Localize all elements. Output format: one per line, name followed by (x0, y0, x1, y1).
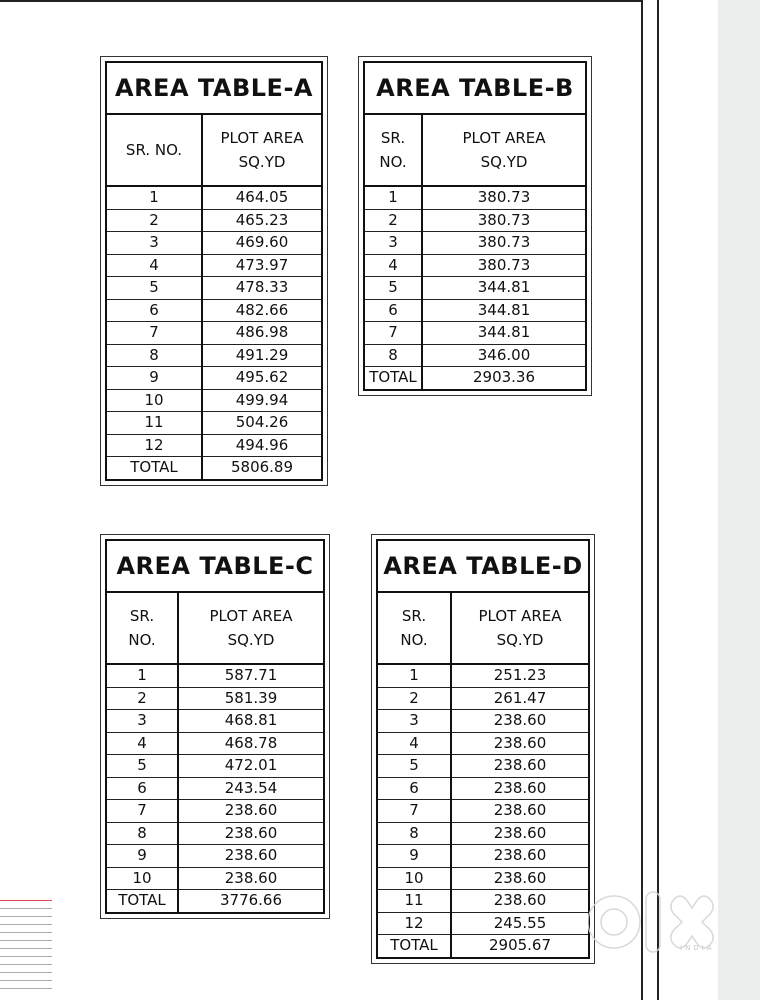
table-body (106, 664, 324, 913)
sr-no-cell: 4 (106, 732, 178, 755)
sr-no-cell: 4 (364, 254, 422, 277)
sr-no-cell: 4 (106, 254, 202, 277)
table-row (106, 800, 324, 823)
table-row (364, 299, 586, 322)
plot-area-cell: 238.60 (451, 800, 589, 823)
total-value: 2903.36 (422, 367, 586, 390)
header-text: SR. (401, 607, 427, 625)
plot-area-cell: 238.60 (178, 845, 324, 868)
table-title: AREA TABLE-A (106, 62, 322, 114)
sr-no-cell: 2 (364, 209, 422, 232)
plot-area-cell: 465.23 (202, 209, 322, 232)
table-row (106, 322, 322, 345)
column-header-area (451, 592, 589, 664)
hatch-line (0, 908, 52, 909)
plot-area-cell: 251.23 (451, 664, 589, 687)
sr-no-cell: 4 (377, 732, 451, 755)
hatch-line (0, 964, 52, 965)
total-value: 5806.89 (202, 457, 322, 480)
total-label: TOTAL (106, 457, 202, 480)
sr-no-cell: 7 (106, 800, 178, 823)
header-text: SQ.YD (480, 153, 528, 171)
table-row (106, 777, 324, 800)
hatch-line (0, 940, 52, 941)
sr-no-cell: 8 (106, 822, 178, 845)
header-text: NO. (379, 153, 407, 171)
sr-no-cell: 10 (106, 867, 178, 890)
area-table-d (371, 534, 595, 964)
total-row (106, 457, 322, 480)
plot-area-cell: 238.60 (451, 867, 589, 890)
plot-area-cell: 344.81 (422, 299, 586, 322)
plot-area-cell: 380.73 (422, 254, 586, 277)
header-text: PLOT AREA (209, 607, 293, 625)
plot-area-cell: 346.00 (422, 344, 586, 367)
table-row (377, 710, 589, 733)
total-row (377, 935, 589, 958)
sr-no-cell: 3 (106, 232, 202, 255)
table-row (377, 912, 589, 935)
table-row (377, 890, 589, 913)
table-row (106, 209, 322, 232)
plot-area-cell: 495.62 (202, 367, 322, 390)
table-row (106, 755, 324, 778)
table-title: AREA TABLE-B (364, 62, 586, 114)
header-text: SR. (129, 607, 155, 625)
plot-area-cell: 504.26 (202, 412, 322, 435)
sr-no-cell: 3 (377, 710, 451, 733)
table-row (106, 412, 322, 435)
hatch-line (0, 972, 52, 973)
plot-area-cell: 581.39 (178, 687, 324, 710)
plot-area-cell: 380.73 (422, 232, 586, 255)
sr-no-cell: 7 (364, 322, 422, 345)
table-row (106, 664, 324, 687)
sr-no-cell: 10 (377, 867, 451, 890)
plot-area-cell: 472.01 (178, 755, 324, 778)
plot-area-cell: 499.94 (202, 389, 322, 412)
table-row (364, 322, 586, 345)
sr-no-cell: 2 (106, 687, 178, 710)
table-row (364, 209, 586, 232)
plot-area-cell: 238.60 (451, 732, 589, 755)
header-text: SR. NO. (125, 141, 183, 159)
table-row (106, 710, 324, 733)
table-row (106, 186, 322, 209)
sr-no-cell: 11 (377, 890, 451, 913)
plot-area-cell: 468.78 (178, 732, 324, 755)
plot-area-cell: 238.60 (451, 822, 589, 845)
table-row (106, 254, 322, 277)
header-text: PLOT AREA (462, 129, 546, 147)
table-row (106, 434, 322, 457)
plot-area-cell: 344.81 (422, 322, 586, 345)
hatch-line (0, 916, 52, 917)
hatch-lines (0, 900, 52, 1000)
table-row (106, 732, 324, 755)
header-text: PLOT AREA (478, 607, 562, 625)
column-header-area (422, 114, 586, 186)
table-row (364, 277, 586, 300)
sr-no-cell: 5 (377, 755, 451, 778)
sr-no-cell: 9 (377, 845, 451, 868)
total-label: TOTAL (377, 935, 451, 958)
sr-no-cell: 9 (106, 845, 178, 868)
column-header-sr (364, 114, 422, 186)
column-header-area (178, 592, 324, 664)
table-row (106, 389, 322, 412)
plot-area-cell: 486.98 (202, 322, 322, 345)
area-table-a (100, 56, 328, 486)
plot-area-cell: 344.81 (422, 277, 586, 300)
sr-no-cell: 6 (106, 299, 202, 322)
total-value: 3776.66 (178, 890, 324, 913)
plot-area-cell: 464.05 (202, 186, 322, 209)
sr-no-cell: 5 (106, 277, 202, 300)
table-body (106, 186, 322, 480)
plot-area-cell: 491.29 (202, 344, 322, 367)
sr-no-cell: 5 (106, 755, 178, 778)
hatch-line (0, 980, 52, 981)
total-row (106, 890, 324, 913)
column-header-sr (377, 592, 451, 664)
table-row (106, 367, 322, 390)
table-row (377, 777, 589, 800)
plot-area-cell: 587.71 (178, 664, 324, 687)
table-row (106, 232, 322, 255)
plot-area-cell: 380.73 (422, 209, 586, 232)
hatch-line (0, 956, 52, 957)
column-header-sr (106, 114, 202, 186)
sr-no-cell: 6 (377, 777, 451, 800)
sr-no-cell: 1 (106, 664, 178, 687)
sr-no-cell: 9 (106, 367, 202, 390)
sr-no-cell: 2 (377, 687, 451, 710)
sr-no-cell: 1 (377, 664, 451, 687)
table-row (106, 822, 324, 845)
sr-no-cell: 1 (364, 186, 422, 209)
hatch-line (0, 924, 52, 925)
plot-area-cell: 261.47 (451, 687, 589, 710)
drawing-border-line (657, 0, 659, 1000)
header-text: SQ.YD (496, 631, 544, 649)
table-row (377, 664, 589, 687)
table-row (377, 732, 589, 755)
table-row (106, 299, 322, 322)
table-title: AREA TABLE-C (106, 540, 324, 592)
hatch-line (0, 948, 52, 949)
column-header-sr (106, 592, 178, 664)
plot-area-cell: 238.60 (178, 867, 324, 890)
watermark-subtext: INDIA (680, 944, 715, 952)
sr-no-cell: 6 (364, 299, 422, 322)
table-body (377, 664, 589, 958)
header-text: NO. (128, 631, 156, 649)
sr-no-cell: 7 (377, 800, 451, 823)
table-body (364, 186, 586, 390)
table-title: AREA TABLE-D (377, 540, 589, 592)
table-row (106, 845, 324, 868)
plot-area-cell: 238.60 (451, 777, 589, 800)
table-row (106, 277, 322, 300)
sr-no-cell: 7 (106, 322, 202, 345)
area-table-b (358, 56, 592, 396)
sr-no-cell: 1 (106, 186, 202, 209)
plot-area-cell: 238.60 (451, 755, 589, 778)
column-header-area (202, 114, 322, 186)
table-row (377, 687, 589, 710)
table-row (377, 755, 589, 778)
table-row (106, 687, 324, 710)
header-text: SQ.YD (227, 631, 275, 649)
sr-no-cell: 10 (106, 389, 202, 412)
sr-no-cell: 8 (377, 822, 451, 845)
sr-no-cell: 11 (106, 412, 202, 435)
plot-area-cell: 238.60 (451, 710, 589, 733)
header-text: PLOT AREA (220, 129, 304, 147)
total-row (364, 367, 586, 390)
total-value: 2905.67 (451, 935, 589, 958)
plot-area-cell: 473.97 (202, 254, 322, 277)
plot-area-cell: 380.73 (422, 186, 586, 209)
drawing-top-border (0, 0, 643, 2)
table-row (377, 867, 589, 890)
table-row (377, 800, 589, 823)
header-text: SQ.YD (238, 153, 286, 171)
drawing-border-line (641, 0, 643, 1000)
sr-no-cell: 8 (106, 344, 202, 367)
plot-area-cell: 238.60 (178, 800, 324, 823)
sr-no-cell: 3 (106, 710, 178, 733)
header-text: SR. (380, 129, 406, 147)
plot-area-cell: 238.60 (451, 845, 589, 868)
table-row (106, 344, 322, 367)
table-row (106, 867, 324, 890)
sr-no-cell: 5 (364, 277, 422, 300)
sr-no-cell: 12 (377, 912, 451, 935)
table-row (364, 254, 586, 277)
plot-area-cell: 238.60 (178, 822, 324, 845)
table-row (364, 186, 586, 209)
total-label: TOTAL (106, 890, 178, 913)
table-row (364, 344, 586, 367)
plot-area-cell: 245.55 (451, 912, 589, 935)
sr-no-cell: 12 (106, 434, 202, 457)
plot-area-cell: 482.66 (202, 299, 322, 322)
sr-no-cell: 2 (106, 209, 202, 232)
table-row (377, 822, 589, 845)
sr-no-cell: 8 (364, 344, 422, 367)
plot-area-cell: 238.60 (451, 890, 589, 913)
total-label: TOTAL (364, 367, 422, 390)
red-line (0, 900, 52, 901)
sr-no-cell: 6 (106, 777, 178, 800)
table-row (377, 845, 589, 868)
sr-no-cell: 3 (364, 232, 422, 255)
table-row (364, 232, 586, 255)
side-panel (718, 0, 760, 1000)
plot-area-cell: 478.33 (202, 277, 322, 300)
plot-area-cell: 243.54 (178, 777, 324, 800)
plot-area-cell: 469.60 (202, 232, 322, 255)
hatch-line (0, 988, 52, 989)
area-table-c (100, 534, 330, 919)
plot-area-cell: 494.96 (202, 434, 322, 457)
hatch-line (0, 932, 52, 933)
header-text: NO. (400, 631, 428, 649)
plot-area-cell: 468.81 (178, 710, 324, 733)
